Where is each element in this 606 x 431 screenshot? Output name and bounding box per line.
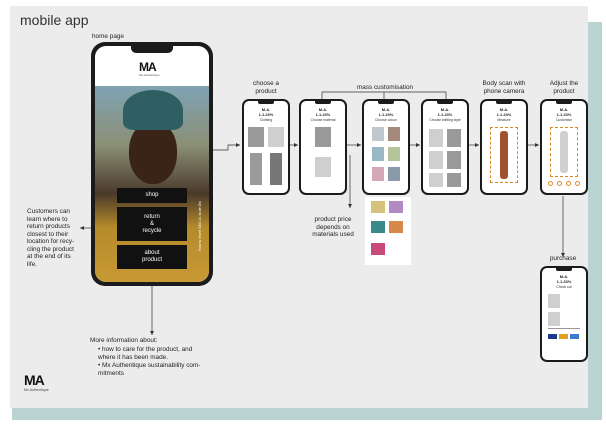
screen-customise (542, 101, 586, 193)
mini-logo: M.A. 1.1.23% (437, 107, 453, 117)
mini-logo: M.A. 1.1.23% (556, 274, 572, 284)
mini-logo: M.A. 1.1.23% (315, 107, 331, 117)
phone-purchase (540, 266, 588, 362)
screen-title: Choose knitting style (429, 118, 461, 122)
phone-notch (437, 101, 453, 104)
cart-item (548, 294, 560, 308)
adjust-option[interactable] (548, 181, 553, 186)
phone-choose-colour (362, 99, 410, 195)
step-choose-label: choose a product (253, 80, 279, 95)
screen-colour (364, 101, 408, 193)
knit-pattern[interactable] (429, 151, 443, 169)
mini-logo: M.A. 1.1.23% (378, 107, 394, 117)
colour-swatch[interactable] (389, 201, 403, 213)
step-mass-label: mass customisation (356, 84, 414, 91)
colour-swatch[interactable] (388, 147, 400, 161)
screen-title: Choose material (310, 118, 336, 122)
knit-pattern[interactable] (447, 173, 461, 187)
step-purchase-label: purchase (549, 255, 577, 262)
divider (548, 328, 580, 329)
phone-notch (315, 101, 331, 104)
home-page-label: home page (92, 33, 124, 40)
phone-choose-knitting (421, 99, 469, 195)
colour-options-strip (365, 197, 411, 265)
more-info-item: • how to care for the product, and where it has been made. (98, 346, 193, 361)
phone-adjust-product (540, 99, 588, 195)
mini-logo: M.A. 1.1.23% (258, 107, 274, 117)
hero-vertical-caption: How to Insert SM L'A: ta de Ovi (198, 200, 202, 251)
screen-title: Check out (556, 285, 572, 289)
knit-pattern[interactable] (447, 151, 461, 169)
colour-swatch[interactable] (372, 167, 384, 181)
mini-logo: M.A. 1.1.23% (496, 107, 512, 117)
phone-notch (131, 46, 173, 53)
adjust-option[interactable] (557, 181, 562, 186)
shop-button[interactable]: shop (117, 188, 187, 203)
footer-logo-sub: Mx Authentique (24, 388, 49, 392)
home-phone-screen (95, 46, 209, 282)
screen-title: Clothing (259, 118, 273, 122)
colour-swatch[interactable] (371, 201, 385, 213)
colour-swatch[interactable] (372, 127, 384, 141)
phone-choose-product (242, 99, 290, 195)
colour-swatch[interactable] (371, 221, 385, 233)
body-figure (500, 131, 508, 179)
price-annotation: product price depends on materials used (312, 216, 354, 238)
phone-notch (556, 101, 572, 104)
colour-swatch[interactable] (389, 221, 403, 233)
colour-swatch[interactable] (371, 243, 385, 255)
screen-title: Choose colour (375, 118, 397, 122)
product-sweater[interactable] (268, 127, 284, 147)
return-recycle-button[interactable]: return & recycle (117, 207, 187, 241)
product-cardigan[interactable] (248, 127, 264, 147)
screen-title: Customise (555, 118, 573, 122)
knit-pattern[interactable] (447, 129, 461, 147)
cart-item (548, 312, 560, 326)
screen-clothing (244, 101, 288, 193)
phone-notch (556, 268, 572, 271)
paypal-icon[interactable] (570, 334, 579, 339)
hero-photo-face (129, 122, 177, 184)
screen-measure (482, 101, 526, 193)
product-trousers[interactable] (250, 153, 262, 185)
screen-materials (301, 101, 345, 193)
phone-notch (378, 101, 394, 104)
adjust-option[interactable] (575, 181, 580, 186)
footer-logo: MA (24, 372, 44, 388)
adjust-option[interactable] (566, 181, 571, 186)
screen-title: Measure (497, 118, 511, 122)
knit-pattern[interactable] (429, 129, 443, 147)
more-info-title: More information about: (90, 337, 158, 344)
colour-swatch[interactable] (388, 127, 400, 141)
more-info-item: • Mx Authentique sustainability com- mitments (98, 362, 201, 377)
phone-notch (496, 101, 512, 104)
phone-notch (258, 101, 274, 104)
phone-choose-material (299, 99, 347, 195)
visa-icon[interactable] (548, 334, 557, 339)
mastercard-icon[interactable] (559, 334, 568, 339)
knit-pattern[interactable] (429, 173, 443, 187)
page-title: mobile app (20, 12, 89, 28)
material-option[interactable] (315, 127, 331, 147)
step-body-scan-label: Body scan with phone camera (482, 80, 526, 95)
step-adjust-label: Adjust the product (549, 80, 579, 95)
recycle-annotation: Customers can learn where to return products closest to their location for recy- cling the product at the end of its life. (27, 208, 75, 268)
material-option[interactable] (315, 157, 331, 177)
about-product-button[interactable]: about product (117, 245, 187, 269)
hero-photo-hat (123, 90, 183, 130)
phone-body-scan (480, 99, 528, 195)
screen-checkout (542, 268, 586, 360)
colour-swatch[interactable] (372, 147, 384, 161)
screen-knitting (423, 101, 467, 193)
colour-swatch[interactable] (388, 167, 400, 181)
brand-logo: MA (139, 60, 156, 74)
product-trousers[interactable] (270, 153, 282, 185)
adjusted-figure (560, 131, 568, 173)
mini-logo: M.A. 1.1.23% (556, 107, 572, 117)
brand-logo-sub: Mx Authentique (139, 73, 160, 77)
